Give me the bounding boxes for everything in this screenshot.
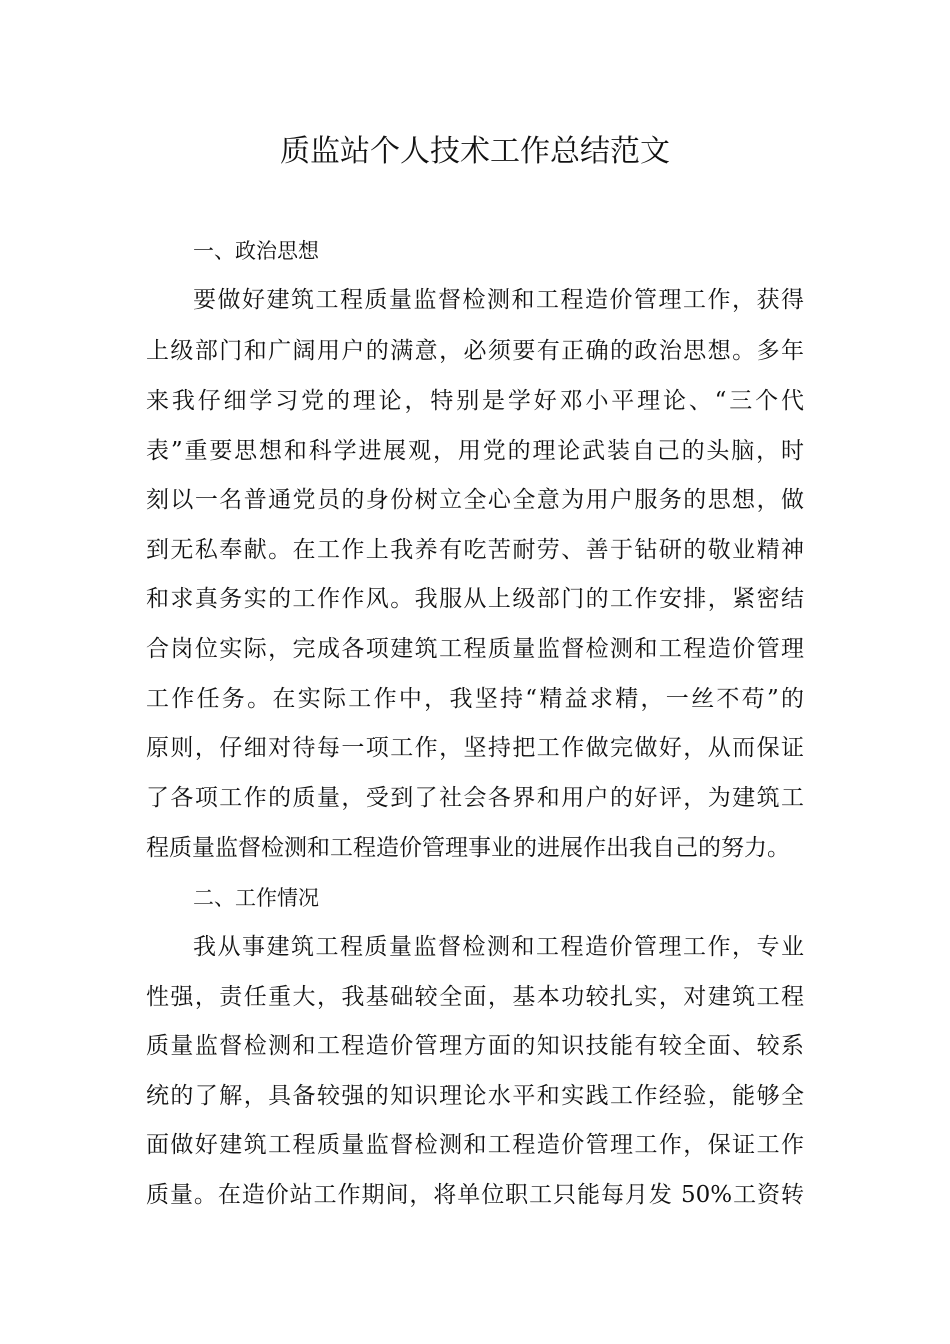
paragraph-line: 原则，仔细对待每一项工作，坚持把工作做完做好，从而保证 bbox=[146, 735, 804, 761]
paragraph-line: 质量。在造价站工作期间，将单位职工只能每月发 50%工资转 bbox=[146, 1182, 804, 1208]
paragraph-line: 上级部门和广阔用户的满意，必须要有正确的政治思想。多年 bbox=[146, 338, 804, 364]
paragraph-line: 表”重要思想和科学进展观，用党的理论武装自己的头脑，时 bbox=[146, 438, 804, 464]
paragraph-line: 我从事建筑工程质量监督检测和工程造价管理工作，专业 bbox=[193, 934, 804, 960]
section-heading-work: 二、工作情况 bbox=[193, 886, 319, 910]
paragraph-line: 到无私奉献。在工作上我养有吃苦耐劳、善于钻研的敬业精神 bbox=[146, 537, 804, 563]
paragraph-line: 性强，责任重大，我基础较全面，基本功较扎实，对建筑工程 bbox=[146, 984, 804, 1010]
paragraph-line: 面做好建筑工程质量监督检测和工程造价管理工作，保证工作 bbox=[146, 1132, 804, 1158]
paragraph-line: 了各项工作的质量，受到了社会各界和用户的好评，为建筑工 bbox=[146, 785, 804, 811]
paragraph-line: 要做好建筑工程质量监督检测和工程造价管理工作，获得 bbox=[193, 287, 804, 313]
document-title: 质监站个人技术工作总结范文 bbox=[280, 134, 670, 169]
paragraph-line: 质量监督检测和工程造价管理方面的知识技能有较全面、较系 bbox=[146, 1033, 804, 1059]
paragraph-line: 程质量监督检测和工程造价管理事业的进展作出我自己的努力。 bbox=[146, 835, 790, 861]
paragraph-line: 统的了解，具备较强的知识理论水平和实践工作经验，能够全 bbox=[146, 1083, 804, 1109]
section-heading-political: 一、政治思想 bbox=[193, 239, 319, 263]
paragraph-line: 合岗位实际，完成各项建筑工程质量监督检测和工程造价管理 bbox=[146, 636, 804, 662]
paragraph-line: 工作任务。在实际工作中，我坚持“精益求精，一丝不苟”的 bbox=[146, 686, 804, 712]
paragraph-line: 和求真务实的工作作风。我服从上级部门的工作安排，紧密结 bbox=[146, 586, 804, 612]
paragraph-line: 刻以一名普通党员的身份树立全心全意为用户服务的思想，做 bbox=[146, 487, 804, 513]
paragraph-line: 来我仔细学习党的理论，特别是学好邓小平理论、“三个代 bbox=[146, 388, 804, 414]
